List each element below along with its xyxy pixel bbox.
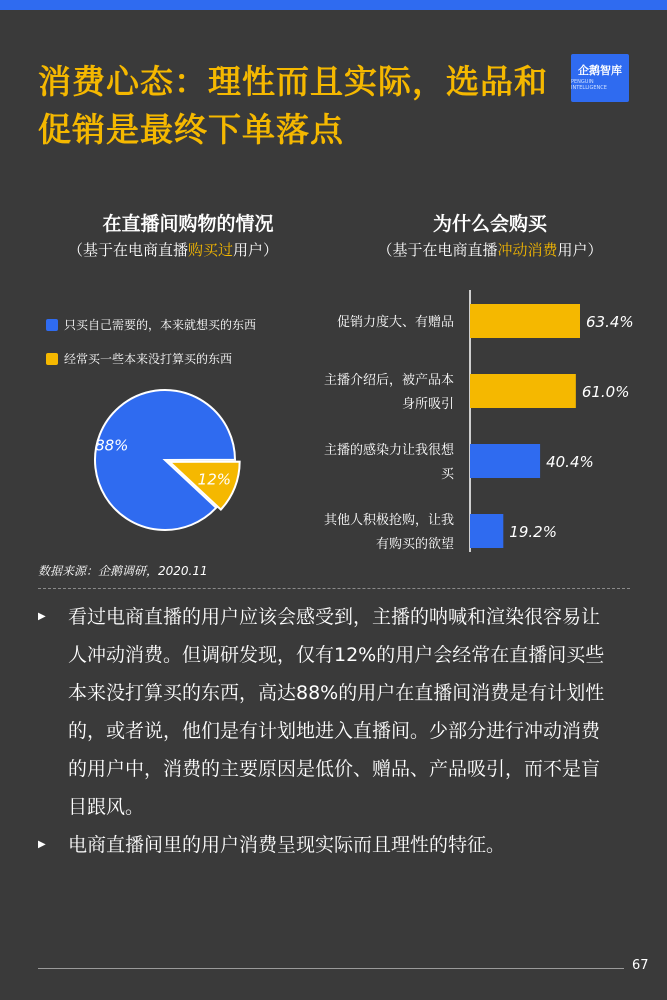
bar-category-label: 买: [440, 467, 454, 482]
page-title: 消费心态：理性而且实际，选品和促销是最终下单落点: [38, 62, 548, 149]
right-chart-title: 为什么会购买: [432, 213, 547, 235]
bar-category-label: 促销力度大、有赠品: [336, 315, 454, 330]
bar-category-label: 主播的感染力让我很想: [323, 443, 454, 458]
legend-item-impulse: [46, 350, 232, 367]
bullet-text: 看过电商直播的用户应该会感受到，主播的呐喊和渲染很容易让人冲动消费。但调研发现，仅有12%的用户会经常在直播间买些本来没打算买的东西，高达88%的用户在直播间消费是有计划性的，或者说，他们是有计划地进入直播间。少部分进行冲动消费的用户中，消费的主要原因是低价、赠品、产品吸引，而不是盲目跟风。: [68, 606, 605, 818]
bullet-text: 电商直播间里的用户消费呈现实际而且理性的特征。: [68, 834, 506, 856]
right-chart-subtitle: （基于在电商直播冲动消费用户）: [377, 241, 603, 259]
left-chart-title: 在直播间购物的情况: [102, 213, 274, 235]
logo-subtext: PENGUIN INTELLIGENCE: [571, 79, 607, 91]
legend-label: 只买自己需要的，本来就想买的东西: [64, 318, 257, 332]
bar-value-label: 63.4%: [586, 313, 634, 331]
bar-value-label: 61.0%: [581, 383, 630, 401]
bullet-triangle-icon: ▶: [38, 611, 46, 622]
bullet-triangle-icon: ▶: [38, 839, 46, 850]
pie-chart: [80, 375, 250, 545]
bar-chart: [290, 290, 660, 560]
section-divider: [38, 588, 630, 589]
bar-category-label: 有购买的欲望: [375, 537, 454, 552]
bar-category-label: 其他人积极抢购，让我: [323, 513, 454, 528]
bullet-item: [38, 826, 638, 864]
bullet-item: [38, 598, 638, 826]
bar: [470, 374, 576, 408]
bullet-list: [38, 598, 638, 864]
left-chart-subtitle: （基于在电商直播购买过用户）: [67, 241, 279, 259]
legend-swatch-yellow: [46, 353, 58, 365]
bar: [470, 444, 540, 478]
top-accent-bar: [0, 0, 667, 10]
bar-category-label: 身所吸引: [401, 397, 454, 412]
legend-swatch-blue: [46, 319, 58, 331]
legend-item-planned: [46, 316, 256, 333]
logo-text: 企鹅智库: [578, 64, 622, 77]
legend-label: 经常买一些本来没打算买的东西: [64, 352, 233, 366]
bar-value-label: 40.4%: [546, 453, 594, 471]
pie-slice-label: 12%: [197, 470, 232, 489]
data-source: 数据来源：企鹅调研，2020.11: [38, 564, 208, 578]
footer-rule: [38, 968, 624, 969]
bar: [470, 514, 503, 548]
brand-logo: [571, 54, 629, 102]
page-number: 67: [632, 958, 649, 973]
bar: [470, 304, 580, 338]
bar-value-label: 19.2%: [509, 523, 557, 541]
pie-slice-label: 88%: [95, 436, 129, 455]
pie-slice: [95, 390, 235, 530]
bar-category-label: 主播介绍后，被产品本: [323, 373, 454, 388]
